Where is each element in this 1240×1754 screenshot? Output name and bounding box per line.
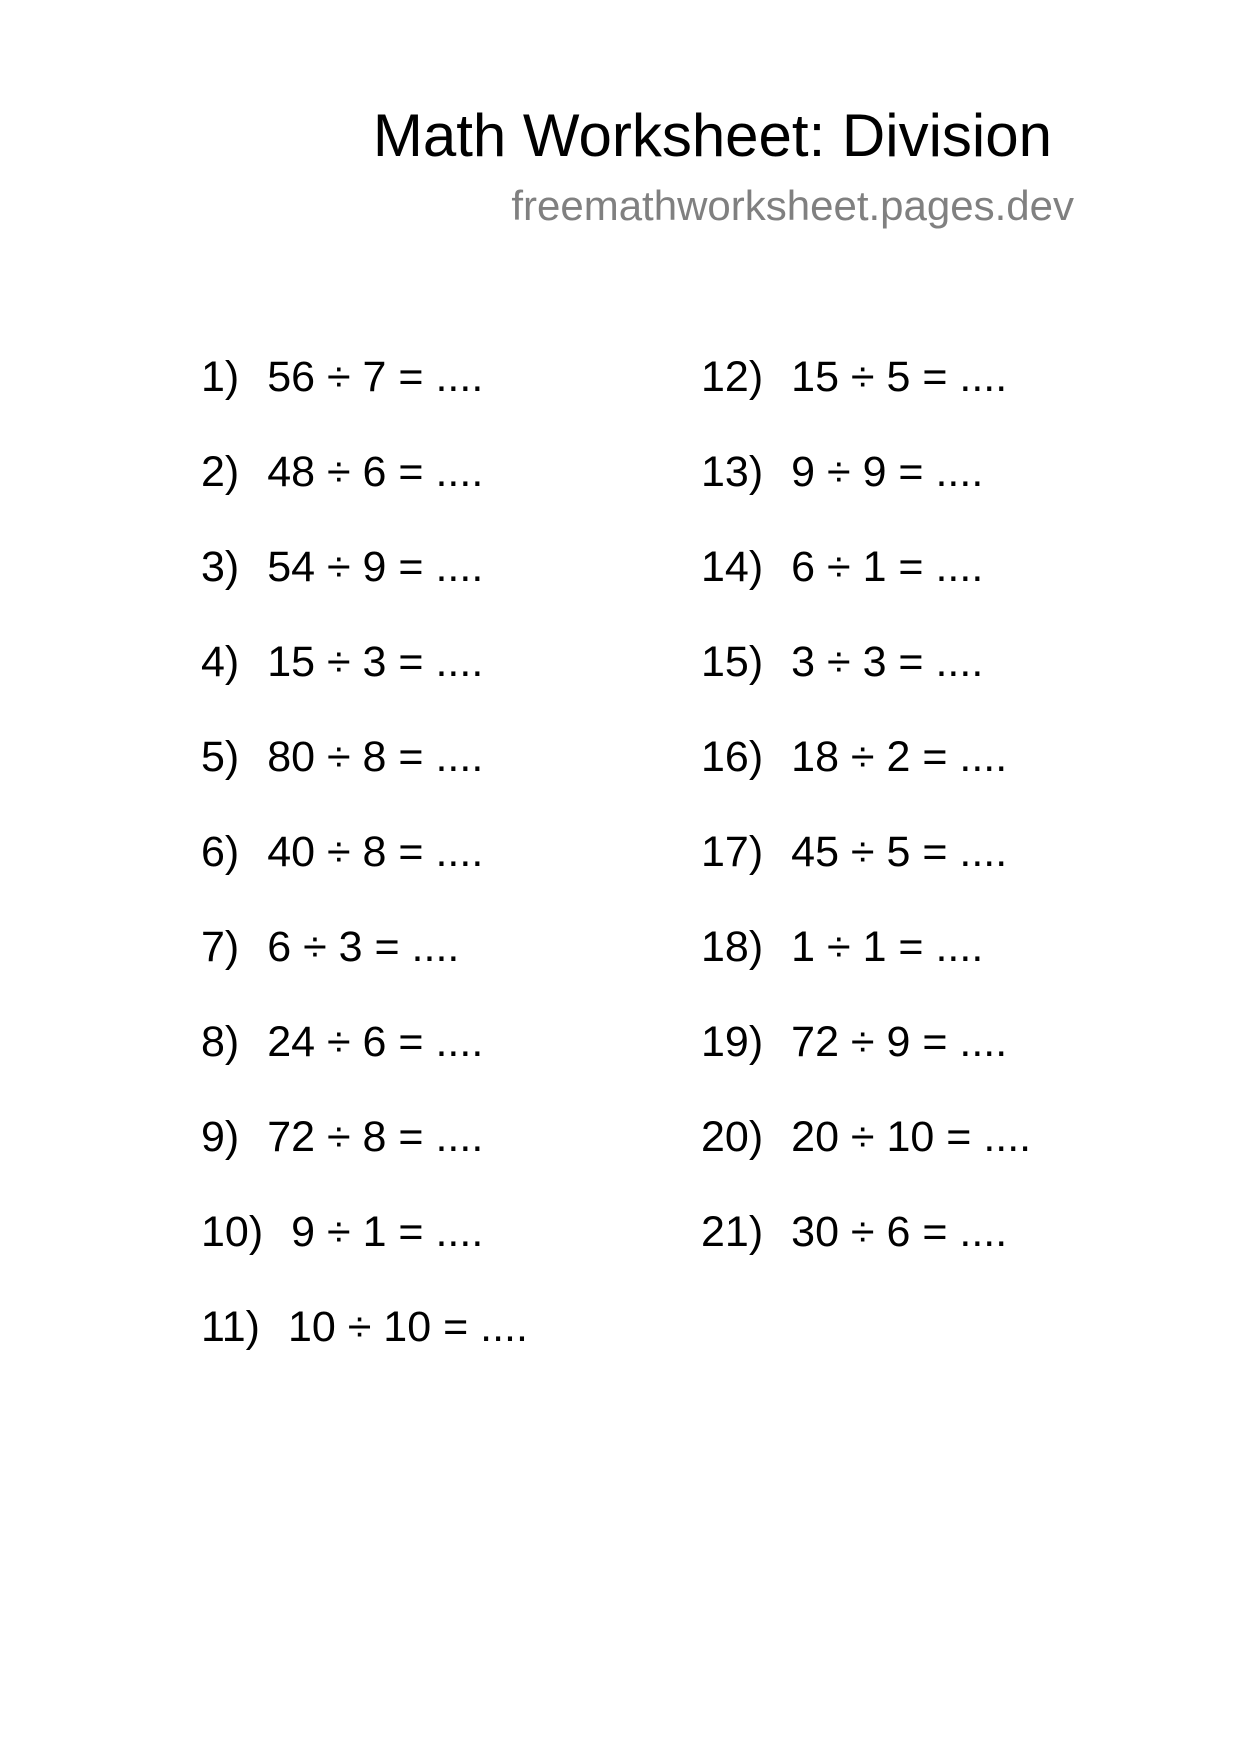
problem-item	[201, 1202, 528, 1297]
problem-number: 11)	[201, 1303, 260, 1351]
problem-column-right	[701, 347, 1031, 1297]
problem-number: 20)	[701, 1113, 764, 1161]
problem-expression: 9 ÷ 1 = ....	[291, 1208, 484, 1256]
problem-expression: 80 ÷ 8 = ....	[267, 733, 484, 781]
page-subtitle: freemathworksheet.pages.dev	[511, 182, 1074, 229]
problem-expression: 72 ÷ 8 = ....	[267, 1113, 484, 1161]
problem-number: 9)	[201, 1113, 240, 1161]
problem-number: 1)	[201, 353, 240, 401]
problem-item	[701, 727, 1031, 822]
problem-item	[701, 1012, 1031, 1107]
problem-expression: 56 ÷ 7 = ....	[267, 353, 484, 401]
problem-expression: 40 ÷ 8 = ....	[267, 828, 484, 876]
page-title: Math Worksheet: Division	[372, 102, 1052, 169]
problem-item	[201, 347, 528, 442]
problem-item	[701, 632, 1031, 727]
problem-number: 4)	[201, 638, 240, 686]
problem-expression: 9 ÷ 9 = ....	[791, 448, 984, 496]
problem-number: 21)	[701, 1208, 764, 1256]
problem-number: 5)	[201, 733, 240, 781]
problem-item	[701, 1107, 1031, 1202]
problem-expression: 30 ÷ 6 = ....	[791, 1208, 1008, 1256]
problem-expression: 15 ÷ 5 = ....	[791, 353, 1008, 401]
problem-item	[201, 1012, 528, 1107]
problem-item	[201, 822, 528, 917]
problem-expression: 45 ÷ 5 = ....	[791, 828, 1008, 876]
problem-item	[201, 917, 528, 1012]
problem-item	[201, 1297, 528, 1392]
problem-item	[201, 442, 528, 537]
problem-item	[701, 347, 1031, 442]
problem-expression: 1 ÷ 1 = ....	[791, 923, 984, 971]
problem-item	[701, 442, 1031, 537]
problem-number: 2)	[201, 448, 240, 496]
problem-number: 17)	[701, 828, 764, 876]
problem-expression: 6 ÷ 3 = ....	[267, 923, 460, 971]
problem-expression: 3 ÷ 3 = ....	[791, 638, 984, 686]
problem-item	[201, 727, 528, 822]
problem-number: 8)	[201, 1018, 240, 1066]
problem-number: 10)	[201, 1208, 264, 1256]
problem-expression: 10 ÷ 10 = ....	[287, 1303, 528, 1351]
problem-expression: 24 ÷ 6 = ....	[267, 1018, 484, 1066]
problem-number: 7)	[201, 923, 240, 971]
problem-number: 6)	[201, 828, 240, 876]
problem-item	[201, 1107, 528, 1202]
problem-item	[201, 537, 528, 632]
problem-expression: 72 ÷ 9 = ....	[791, 1018, 1008, 1066]
problem-number: 18)	[701, 923, 764, 971]
problem-item	[701, 822, 1031, 917]
problem-number: 14)	[701, 543, 764, 591]
problem-number: 15)	[701, 638, 764, 686]
problem-expression: 6 ÷ 1 = ....	[791, 543, 984, 591]
problem-number: 12)	[701, 353, 764, 401]
problem-number: 13)	[701, 448, 764, 496]
problem-number: 3)	[201, 543, 240, 591]
problem-item	[701, 537, 1031, 632]
problem-item	[701, 917, 1031, 1012]
problem-column-left	[201, 347, 528, 1392]
problem-expression: 48 ÷ 6 = ....	[267, 448, 484, 496]
problem-item	[701, 1202, 1031, 1297]
problem-expression: 15 ÷ 3 = ....	[267, 638, 484, 686]
problem-number: 16)	[701, 733, 764, 781]
problem-expression: 54 ÷ 9 = ....	[267, 543, 484, 591]
problem-item	[201, 632, 528, 727]
problem-number: 19)	[701, 1018, 764, 1066]
problem-expression: 20 ÷ 10 = ....	[791, 1113, 1032, 1161]
problem-expression: 18 ÷ 2 = ....	[791, 733, 1008, 781]
